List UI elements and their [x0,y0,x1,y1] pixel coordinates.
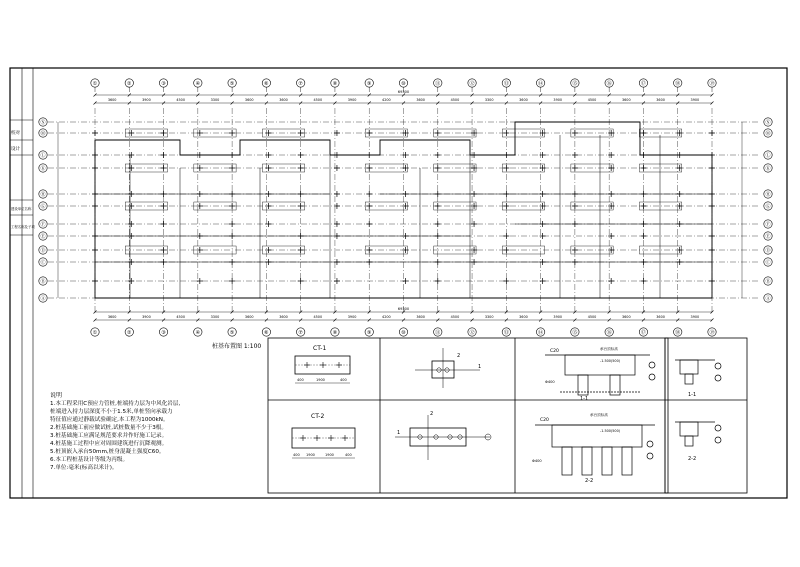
axis-label-top: ⑲ [709,81,715,87]
dimension-text-top: 4500 [587,98,597,102]
note-line: 6.本工程桩基设计等级为丙级。 [50,457,129,463]
title-cell-3: 建设单位名称 [11,207,32,211]
axis-label-bottom: ① [92,330,98,336]
axis-label-bottom: ⑧ [332,330,338,336]
axis-label-left: Ⓝ [40,120,46,126]
axis-label-bottom: ⑲ [709,330,715,336]
ct2-dim-1: 400 [293,453,300,457]
note-line: 桩端进入持力层深度不小于1.5米,单桩竖向承载力 [50,409,173,415]
mark-1a: 1 [478,364,482,370]
axis-label-bottom: ⑱ [675,330,681,336]
dimension-text-bottom: 3600 [279,315,288,319]
axis-label-left: Ⓚ [40,166,46,172]
axis-label-right: Ⓜ [765,131,771,137]
dimension-text-top: 4500 [450,98,460,102]
node-detail-1 [675,360,721,384]
node1-label: 1-1 [688,392,697,398]
axis-label-left: Ⓖ [40,204,46,210]
axis-label-left: Ⓛ [40,153,46,159]
ct2-dim-2: 1900 [306,453,315,457]
dimension-text-bottom: 4500 [176,315,186,319]
axis-label-left: Ⓕ [40,222,46,228]
axis-label-bottom: ⑪ [435,330,441,336]
axis-label-top: ④ [195,81,201,87]
axis-label-top: ⑰ [640,81,646,87]
dimension-text-bottom: 3600 [621,315,631,319]
mark-2b: 2 [430,411,434,417]
dimension-text-bottom: 3900 [690,315,700,319]
dimension-text-top: 4500 [313,98,323,102]
dimension-text-bottom: 3900 [553,315,563,319]
axis-label-right: Ⓐ [765,296,771,302]
axis-label-bottom: ⑫ [469,330,475,336]
ct2-dim-4: 400 [345,453,352,457]
dimension-text-bottom: 4200 [382,315,391,319]
axis-label-left: Ⓗ [40,192,46,198]
axis-label-left: Ⓐ [40,296,46,302]
dimension-text-top: 3900 [347,98,357,102]
total-dimension-top: 69300 [397,90,410,94]
sec2-c20: C20 [540,418,549,423]
axis-label-right: Ⓒ [765,260,771,266]
axis-label-top: ② [127,81,132,87]
axis-label-right: Ⓑ [765,279,771,285]
total-dimension-bottom: 69300 [397,307,410,311]
sec1-c20: C20 [550,349,559,354]
detail-panels [268,338,747,493]
axis-label-top: ③ [161,81,166,87]
axis-label-top: ⑨ [366,81,372,87]
sec1-label: 1-1 [580,396,589,402]
dimension-text-bottom: 3900 [142,315,151,319]
sec1-pile: Φ400 [545,380,555,384]
cap-plan-detail-2 [395,415,491,460]
axis-label-right: Ⓗ [765,192,771,198]
axis-label-left: Ⓓ [40,248,46,254]
axis-label-right: Ⓖ [765,204,771,210]
axis-label-bottom: ⑥ [264,330,269,336]
axis-label-left: Ⓜ [40,131,46,137]
dimension-text-top: 3600 [519,98,528,102]
ct2-label: CT-2 [311,413,325,420]
axis-label-top: ⑧ [332,81,338,87]
dimension-text-top: 4500 [176,98,186,102]
dimension-text-top: 3900 [142,98,151,102]
note-line: 3.桩基础施工应满足规范要求并作好施工记录。 [50,433,168,439]
axis-label-top: ⑬ [503,81,509,87]
ct1-label: CT-1 [313,345,327,352]
axis-label-right: Ⓓ [765,248,771,254]
axis-label-top: ⑱ [675,81,681,87]
axis-label-top: ⑥ [264,81,269,87]
axis-label-top: ① [92,81,98,87]
axis-label-left: Ⓒ [40,260,46,266]
dimension-text-bottom: 4500 [450,315,460,319]
axis-label-bottom: ⑦ [298,330,303,336]
dimension-text-top: 3900 [553,98,563,102]
axis-label-left: Ⓔ [40,234,46,240]
axis-label-bottom: ⑮ [572,330,578,336]
dimension-text-bottom: 3300 [484,315,494,319]
axis-label-top: ⑯ [606,81,612,87]
ct1-dim-3: 400 [340,378,347,382]
axis-label-bottom: ⑯ [606,330,612,336]
note-line: 特征值应通过静载试验确定,本工程为1000kN。 [50,417,169,423]
dimension-text-top: 3600 [279,98,288,102]
note-line: 1.本工程采用C预应力管桩,桩端持力层为中风化岩层, [50,401,181,407]
ct1-dim-1: 400 [297,378,304,382]
dimension-text-top: 3900 [690,98,700,102]
axis-label-left: Ⓑ [40,279,46,285]
axis-label-top: ⑪ [435,81,441,87]
axis-label-right: Ⓝ [765,120,771,126]
ct2-detail [292,413,355,458]
design-notes [50,392,265,472]
plan-title: 桩基布置图 1:100 [212,343,262,350]
note-line: 4.桩基施工过程中应对周围建筑进行沉降观测。 [50,441,168,447]
pile-layout-plan [39,79,772,336]
cap-plan-detail-1 [415,348,480,388]
note-line: 2.桩基础施工前应做试桩,试桩数量不少于3根。 [50,425,167,431]
axis-label-bottom: ⑰ [640,330,646,336]
ct1-dim-2: 1900 [316,378,325,382]
dimension-text-top: 3600 [244,98,254,102]
dimension-text-top: 3600 [107,98,117,102]
title-cell-2: 设计 [11,147,20,152]
sec1-cap: -1.500(500) [600,359,621,363]
dimension-text-bottom: 3600 [656,315,665,319]
title-block [10,120,33,235]
notes-title: 说明 [50,392,63,399]
dimension-text-bottom: 3600 [107,315,117,319]
ct2-dim-3: 1900 [325,453,334,457]
axis-label-bottom: ⑬ [503,330,509,336]
axis-label-bottom: ④ [195,330,201,336]
axis-label-right: Ⓚ [765,166,771,172]
sec1-elev: 承台顶标高 [600,347,618,351]
mark-2a: 2 [457,353,461,359]
axis-label-right: Ⓔ [765,234,771,240]
title-cell-1: 校对 [11,131,20,136]
dimension-text-bottom: 3600 [416,315,425,319]
dimension-text-bottom: 4500 [313,315,323,319]
axis-label-top: ⑩ [401,81,406,87]
axis-label-top: ⑫ [469,81,475,87]
axis-label-bottom: ② [127,330,132,336]
node-detail-2 [675,422,721,446]
axis-label-bottom: ⑤ [229,330,235,336]
mark-1b: 1 [397,430,401,436]
node2-label: 2-2 [688,456,697,462]
title-cell-4: 工程名称及子项 [11,225,35,229]
dimension-text-top: 3600 [621,98,631,102]
dimension-text-bottom: 3600 [244,315,254,319]
axis-label-right: Ⓛ [765,153,771,159]
axis-label-top: ⑤ [229,81,235,87]
dimension-text-top: 3300 [210,98,220,102]
axis-label-bottom: ⑭ [538,330,544,336]
dimension-text-top: 3600 [656,98,665,102]
dimension-text-bottom: 3300 [210,315,220,319]
note-line: 7.单位:毫米(标高以米计)。 [50,465,118,471]
sec2-cap: -1.500(500) [600,429,621,433]
section-2-2 [535,425,655,475]
axis-label-top: ⑮ [572,81,578,87]
sec2-elev: 承台顶标高 [590,413,608,417]
dimension-text-bottom: 4500 [587,315,597,319]
axis-label-top: ⑦ [298,81,303,87]
dimension-text-bottom: 3600 [519,315,528,319]
sec2-label: 2-2 [585,478,594,484]
axis-label-bottom: ⑨ [366,330,372,336]
dimension-text-top: 3600 [416,98,425,102]
dimension-text-top: 3300 [484,98,494,102]
dimension-text-top: 4200 [382,98,391,102]
ct1-detail [295,345,350,383]
note-line: 5.桩顶嵌入承台50mm,桩身混凝土强度C60。 [50,449,165,455]
axis-label-top: ⑭ [538,81,544,87]
sec2-pile: Φ400 [532,459,542,463]
dimension-text-bottom: 3900 [347,315,357,319]
axis-label-bottom: ③ [161,330,166,336]
axis-label-bottom: ⑩ [401,330,406,336]
axis-label-right: Ⓕ [765,222,771,228]
